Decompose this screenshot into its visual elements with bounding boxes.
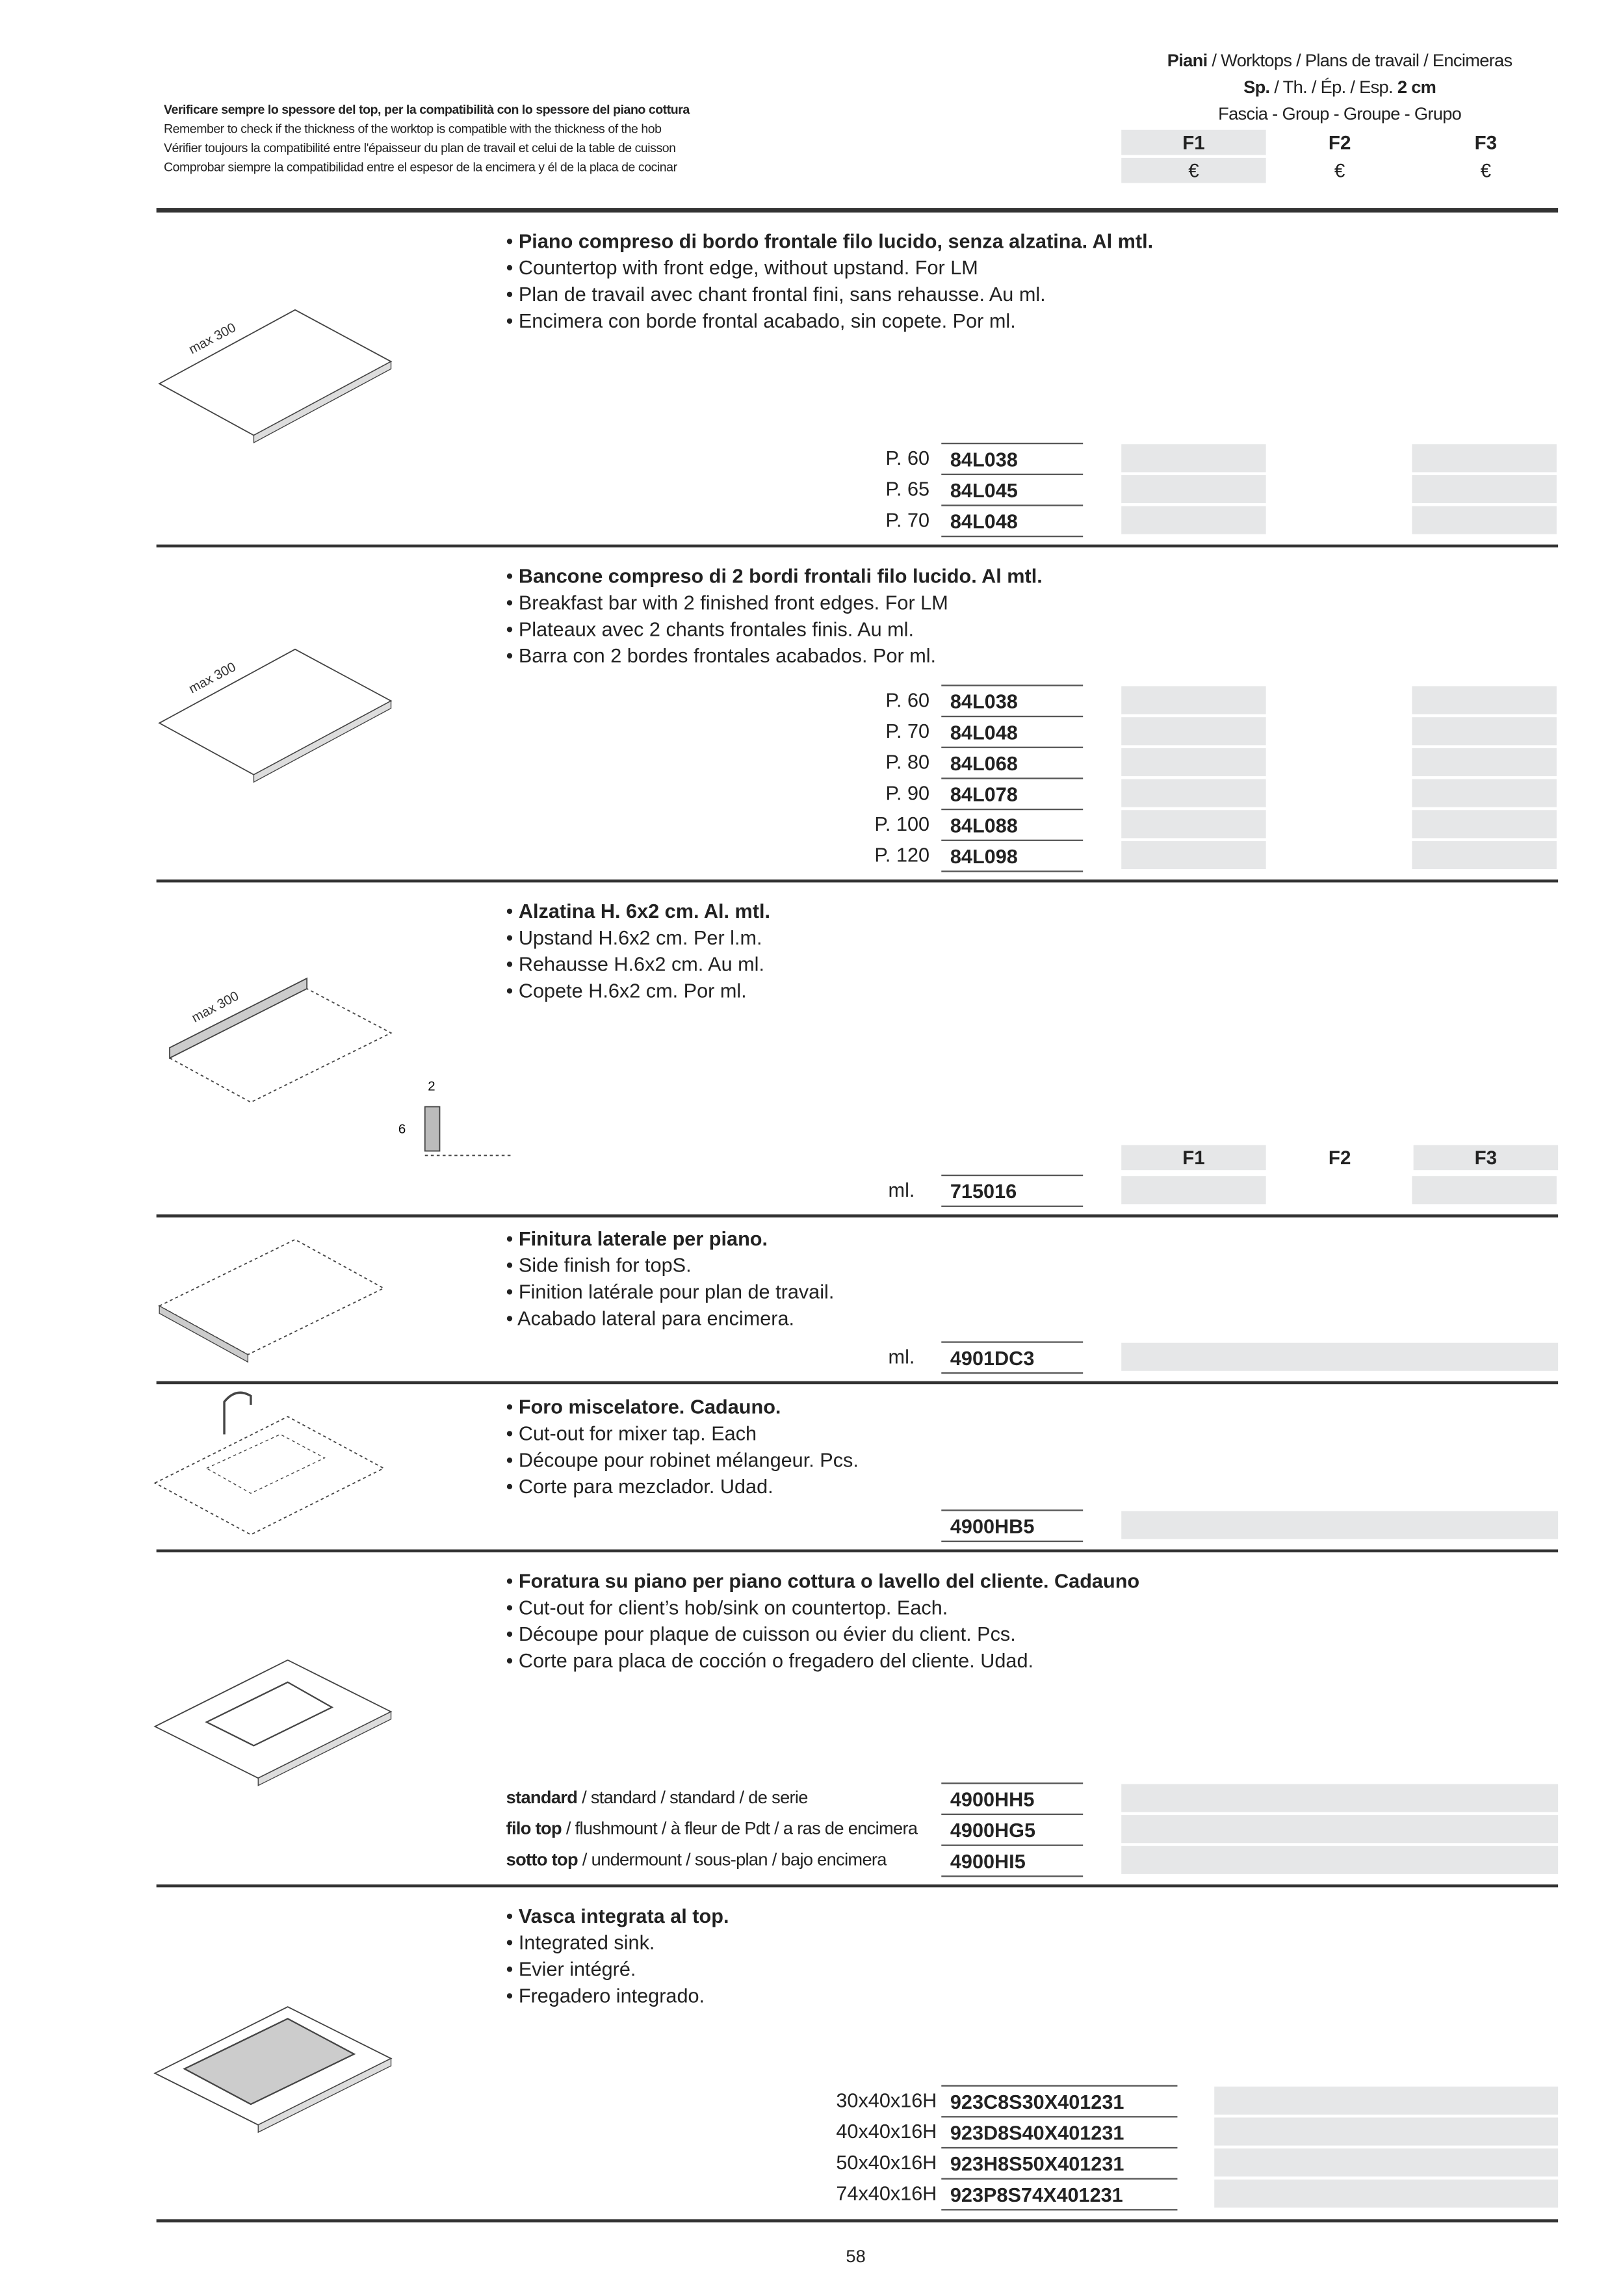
description-line: • Breakfast bar with 2 finished front edges. For LM — [506, 592, 948, 614]
mount-translations: / flushmount / à fleur de Pdt / a ras de encimera — [561, 1818, 918, 1839]
price-cell — [1121, 1815, 1558, 1843]
product-code: 923H8S50X401231 — [941, 2147, 1177, 2178]
description-line: • Integrated sink. — [506, 1931, 655, 1954]
section-title-text: Foro miscelatore. Cadauno. — [518, 1396, 781, 1418]
mount-type: standard — [506, 1786, 578, 1808]
description-line: • Encimera con borde frontal acabado, sin copete. Por ml. — [506, 309, 1016, 332]
svg-text:6: 6 — [398, 1122, 406, 1137]
section-title-text: Finitura laterale per piano. — [518, 1227, 768, 1250]
product-code: 715016 — [941, 1175, 1083, 1207]
description-text: Integrated sink. — [518, 1931, 655, 1954]
description-line: • Fregadero integrado. — [506, 1985, 705, 2007]
section-description — [506, 1903, 729, 2009]
price-row — [0, 1175, 1623, 1206]
description-text: Corte para mezclador. Udad. — [518, 1476, 773, 1498]
worktop-drawing — [148, 295, 413, 458]
price-row — [0, 1782, 1623, 1814]
section-title: • Finitura laterale per piano. — [506, 1227, 768, 1250]
group-f1: F1 — [1121, 130, 1266, 155]
description-text: Countertop with front edge, without upstand. For LM — [518, 256, 978, 280]
group-f2: F2 — [1328, 131, 1351, 154]
price-cell — [1412, 686, 1556, 714]
price-row — [0, 1814, 1623, 1845]
row-label: P. 65 — [885, 478, 930, 501]
description-line: • Evier intégré. — [506, 1958, 636, 1981]
price-cell — [1412, 748, 1556, 776]
row-label: P. 70 — [885, 720, 930, 742]
price-row — [0, 716, 1623, 747]
mount-translations: / undermount / sous-plan / bajo encimera — [577, 1849, 887, 1870]
row-label: P. 60 — [885, 689, 930, 712]
product-code: 84L038 — [941, 443, 1083, 474]
description-line: • Cut-out for mixer tap. Each — [506, 1422, 757, 1445]
product-code: 923C8S30X401231 — [941, 2085, 1177, 2117]
price-cell — [1121, 1784, 1558, 1812]
row-label: 74x40x16H — [836, 2182, 937, 2205]
product-code: 4901DC3 — [941, 1341, 1083, 1374]
page-number: 58 — [846, 2245, 866, 2267]
description-line: • Side finish for topS. — [506, 1254, 692, 1277]
product-code: 4900HH5 — [941, 1782, 1083, 1814]
price-cell — [1412, 810, 1556, 838]
row-label: ml. — [888, 1346, 915, 1368]
price-row — [0, 443, 1623, 474]
product-code: 84L098 — [941, 840, 1083, 872]
price-cell — [1412, 506, 1556, 534]
description-line: • Barra con 2 bordes frontales acabados. Por ml. — [506, 644, 937, 668]
product-code: 923D8S40X401231 — [941, 2116, 1177, 2147]
description-text: Plan de travail avec chant frontal fini, sans rehausse. Au ml. — [518, 283, 1046, 306]
row-label: P. 60 — [885, 447, 930, 469]
price-row — [0, 1341, 1623, 1372]
max-label: max 300 — [187, 320, 239, 358]
note-es: Comprobar siempre la compatibilidad entre el espesor de la encimera y él de la placa de cocinar — [163, 159, 677, 174]
note-en: Remember to check if the thickness of the worktop is compatible with the thickness of the hob — [163, 121, 662, 136]
price-row — [0, 474, 1623, 505]
svg-text:max 300: max 300 — [189, 989, 242, 1026]
product-code: 4900HB5 — [941, 1509, 1083, 1542]
description-text: Cut-out for mixer tap. Each — [518, 1422, 757, 1445]
section-description — [506, 1394, 859, 1500]
price-row — [0, 747, 1623, 778]
row-label — [506, 1814, 918, 1845]
price-cell — [1214, 2117, 1558, 2145]
description-text: Upstand H.6x2 cm. Per l.m. — [518, 926, 762, 949]
note-fr: Vérifier toujours la compatibilité entre l'épaisseur du plan de travail et celui de la table de cuisson — [163, 140, 676, 155]
row-label: P. 120 — [874, 844, 930, 867]
price-row — [0, 2116, 1623, 2147]
description-line: • Upstand H.6x2 cm. Per l.m. — [506, 926, 762, 949]
row-label — [506, 1782, 808, 1814]
section-title-text: Alzatina H. 6x2 cm. Al. mtl. — [518, 900, 771, 922]
group-f2: F2 — [1328, 1146, 1351, 1169]
row-label: 40x40x16H — [836, 2120, 937, 2143]
section-description — [506, 898, 770, 1004]
description-line: • Rehausse H.6x2 cm. Au ml. — [506, 953, 765, 976]
description-text: Acabado lateral para encimera. — [517, 1307, 795, 1330]
group-f3: F3 — [1414, 1145, 1558, 1171]
mount-type: sotto top — [506, 1849, 578, 1870]
section-title-text: Bancone compreso di 2 bordi frontali filo lucido. Al mtl. — [518, 565, 1043, 588]
currency-f2: € — [1334, 159, 1345, 182]
group-heading: Fascia - Group - Groupe - Grupo — [1218, 103, 1462, 124]
group-f3: F3 — [1474, 131, 1498, 154]
description-line: • Copete H.6x2 cm. Por ml. — [506, 980, 747, 1002]
description-line: • Cut-out for client’s hob/sink on countertop. Each. — [506, 1597, 948, 1619]
row-label: ml. — [888, 1179, 915, 1201]
price-row — [0, 685, 1623, 716]
price-cell — [1121, 810, 1266, 838]
section-description — [506, 229, 1154, 335]
price-row — [0, 2178, 1623, 2210]
product-code: 84L068 — [941, 747, 1083, 778]
price-cell — [1121, 1846, 1558, 1874]
price-row — [0, 809, 1623, 840]
description-line: • Corte para mezclador. Udad. — [506, 1476, 773, 1498]
description-text: Plateaux avec 2 chants frontales finis. Au ml. — [518, 618, 914, 641]
hob-cutout-drawing — [148, 1630, 413, 1793]
price-row — [0, 1845, 1623, 1876]
price-row — [0, 504, 1623, 536]
section-divider — [157, 1381, 1559, 1383]
description-line: • Découpe pour plaque de cuisson ou évier du client. Pcs. — [506, 1623, 1016, 1646]
price-cell — [1121, 779, 1266, 807]
price-row — [0, 2085, 1623, 2117]
description-text: Découpe pour robinet mélangeur. Pcs. — [518, 1449, 859, 1472]
price-cell — [1121, 686, 1266, 714]
note-it: Verificare sempre lo spessore del top, per la compatibilità con lo spessore del piano cottura — [163, 101, 690, 117]
section-title: • Foro miscelatore. Cadauno. — [506, 1396, 781, 1418]
section-title: • Alzatina H. 6x2 cm. Al. mtl. — [506, 900, 771, 922]
price-cell — [1412, 779, 1556, 807]
description-text: Fregadero integrado. — [518, 1985, 705, 2007]
section-title-text: Foratura su piano per piano cottura o lavello del cliente. Cadauno — [518, 1570, 1140, 1593]
thickness-heading: Sp. / Th. / Ép. / Esp. 2 cm — [1243, 77, 1436, 98]
svg-text:max 300: max 300 — [187, 660, 239, 697]
section-divider — [157, 1885, 1559, 1886]
mount-translations: / standard / standard / de serie — [577, 1786, 808, 1808]
section-title: • Vasca integrata al top. — [506, 1905, 729, 1927]
product-code: 4900HG5 — [941, 1814, 1083, 1845]
description-line: • Countertop with front edge, without upstand. For LM — [506, 256, 978, 280]
price-cell — [1121, 748, 1266, 776]
group-f1: F1 — [1121, 1145, 1266, 1171]
description-text: Rehausse H.6x2 cm. Au ml. — [518, 953, 765, 976]
price-cell — [1121, 506, 1266, 534]
section-divider — [157, 880, 1559, 881]
section-title: • Bancone compreso di 2 bordi frontali filo lucido. Al mtl. — [506, 565, 1043, 588]
section-title: • Piano compreso di bordo frontale filo lucido, senza alzatina. Al mtl. — [506, 230, 1154, 253]
currency-f1: € — [1121, 158, 1266, 183]
product-code: 84L088 — [941, 809, 1083, 840]
price-cell — [1214, 2148, 1558, 2176]
description-text: Barra con 2 bordes frontales acabados. Por ml. — [518, 644, 937, 668]
description-text: Side finish for topS. — [518, 1254, 692, 1277]
description-line: • Plan de travail avec chant frontal fini, sans rehausse. Au ml. — [506, 283, 1046, 306]
product-code: 84L038 — [941, 685, 1083, 716]
product-code: 4900HI5 — [941, 1845, 1083, 1877]
row-label: P. 80 — [885, 751, 930, 774]
section-divider — [157, 1214, 1559, 1216]
price-cell — [1121, 444, 1266, 472]
category-heading: Piani / Worktops / Plans de travail / Encimeras — [1167, 50, 1513, 71]
price-row — [0, 777, 1623, 809]
row-label: 30x40x16H — [836, 2089, 937, 2112]
section-title-text: Piano compreso di bordo frontale filo lucido, senza alzatina. Al mtl. — [518, 230, 1154, 253]
description-line: • Finition latérale pour plan de travail. — [506, 1281, 835, 1303]
description-line: • Découpe pour robinet mélangeur. Pcs. — [506, 1449, 859, 1472]
description-text: Corte para placa de cocción o fregadero del cliente. Udad. — [518, 1649, 1034, 1672]
section-divider — [157, 2219, 1559, 2221]
description-text: Encimera con borde frontal acabado, sin copete. Por ml. — [518, 309, 1016, 332]
product-code: 923P8S74X401231 — [941, 2178, 1177, 2211]
row-label: P. 100 — [874, 813, 930, 835]
description-text: Copete H.6x2 cm. Por ml. — [518, 980, 747, 1002]
section-title-text: Vasca integrata al top. — [518, 1905, 729, 1927]
mount-type: filo top — [506, 1818, 562, 1839]
row-label: 50x40x16H — [836, 2151, 937, 2174]
product-code: 84L048 — [941, 716, 1083, 747]
description-text: Breakfast bar with 2 finished front edges. For LM — [518, 592, 948, 614]
price-cell — [1121, 841, 1266, 869]
currency-f3: € — [1480, 159, 1492, 182]
section-title: • Foratura su piano per piano cottura o lavello del cliente. Cadauno — [506, 1570, 1140, 1593]
price-cell — [1121, 1176, 1266, 1204]
description-text: Evier intégré. — [518, 1958, 636, 1981]
price-row — [0, 840, 1623, 871]
row-label: P. 70 — [885, 509, 930, 532]
header-divider — [157, 208, 1559, 212]
row-label — [506, 1845, 887, 1876]
price-cell — [1121, 1343, 1558, 1371]
price-cell — [1412, 1176, 1556, 1204]
price-row — [0, 2147, 1623, 2178]
section-description — [506, 1569, 1140, 1675]
price-cell — [1412, 841, 1556, 869]
price-cell — [1121, 1511, 1558, 1539]
product-code: 84L045 — [941, 474, 1083, 505]
price-row — [0, 1509, 1623, 1541]
upstand-drawing — [148, 967, 531, 1158]
price-cell — [1214, 2180, 1558, 2208]
section-description — [506, 1226, 835, 1332]
description-text: Découpe pour plaque de cuisson ou évier du client. Pcs. — [518, 1623, 1016, 1646]
price-cell — [1214, 2087, 1558, 2115]
price-cell — [1412, 475, 1556, 503]
description-line: • Acabado lateral para encimera. — [506, 1307, 795, 1330]
description-line: • Plateaux avec 2 chants frontales finis. Au ml. — [506, 618, 914, 641]
price-cell — [1412, 717, 1556, 745]
row-label: P. 90 — [885, 782, 930, 805]
price-cell — [1412, 444, 1556, 472]
section-divider — [157, 545, 1559, 547]
description-text: Cut-out for client’s hob/sink on countertop. Each. — [518, 1597, 948, 1619]
price-cell — [1121, 475, 1266, 503]
price-cell — [1121, 717, 1266, 745]
svg-text:2: 2 — [428, 1079, 435, 1094]
section-divider — [157, 1550, 1559, 1552]
description-text: Finition latérale pour plan de travail. — [518, 1281, 835, 1303]
product-code: 84L048 — [941, 504, 1083, 537]
product-code: 84L078 — [941, 777, 1083, 809]
section-description — [506, 564, 1043, 670]
description-line: • Corte para placa de cocción o fregadero del cliente. Udad. — [506, 1649, 1034, 1672]
